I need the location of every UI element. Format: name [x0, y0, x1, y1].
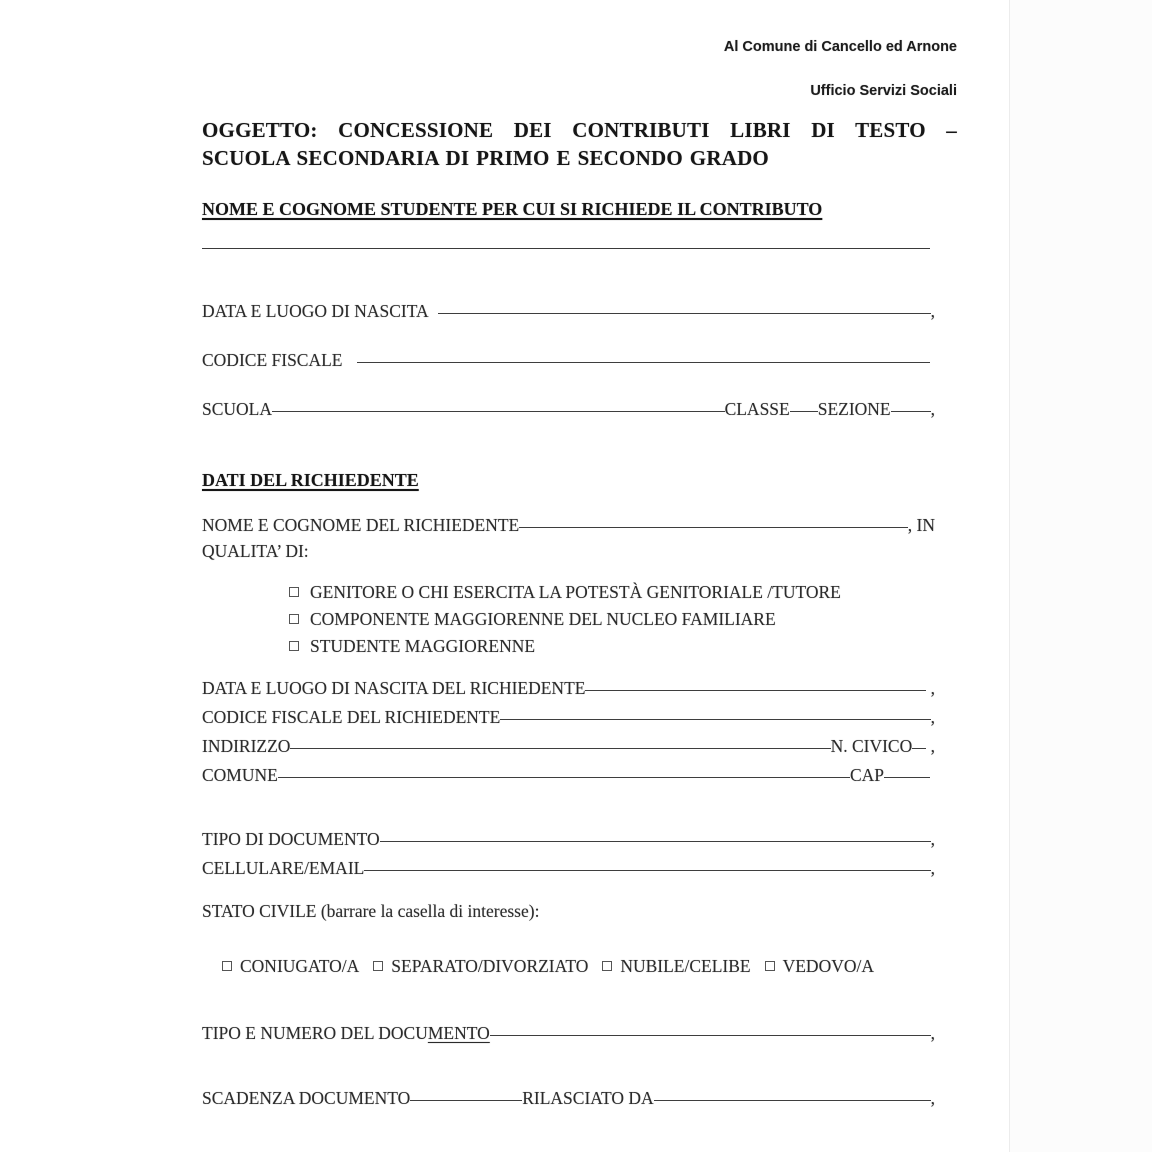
viewer-right-margin [1009, 0, 1152, 1152]
student-birth-label: DATA E LUOGO DI NASCITA [202, 301, 429, 321]
class-label: CLASSE [724, 399, 790, 419]
applicant-fiscal-label: CODICE FISCALE DEL RICHIEDENTE [202, 707, 501, 727]
doc-expiry-field [202, 1087, 935, 1109]
address-label: INDIRIZZO [202, 736, 291, 756]
role-option-label: COMPONENTE MAGGIORENNE DEL NUCLEO FAMILIARE [310, 609, 776, 629]
student-birth-field [202, 300, 935, 322]
applicant-fiscal-field [202, 706, 935, 728]
marital-option-vedovo [765, 955, 874, 977]
qualita-line [202, 540, 935, 562]
marital-option-label: VEDOVO/A [782, 956, 874, 976]
doc-type-label: TIPO DI DOCUMENTO [202, 829, 380, 849]
doc-type-field [202, 828, 935, 850]
issued-by-label: RILASCIATO DA [522, 1088, 654, 1108]
checkbox-icon [222, 961, 232, 971]
role-option-studente [289, 635, 535, 657]
applicant-section-heading: DATI DEL RICHIEDENTE [202, 470, 419, 490]
applicant-name-field [202, 514, 935, 536]
address-field [202, 735, 935, 757]
checkbox-icon [373, 961, 383, 971]
comma-mark: , [930, 1023, 935, 1043]
role-option-label: GENITORE O CHI ESERCITA LA POTESTÀ GENITORIALE /TUTORE [310, 582, 841, 602]
municipality-label: COMUNE [202, 765, 278, 785]
civic-label: N. CIVICO [830, 736, 913, 756]
contact-label: CELLULARE/EMAIL [202, 858, 365, 878]
checkbox-icon [289, 614, 299, 624]
qualita-label: QUALITA’ DI: [202, 541, 309, 561]
doc-number-field [202, 1022, 935, 1044]
comma-mark: , [926, 678, 935, 698]
marital-option-label: NUBILE/CELIBE [620, 956, 751, 976]
section-label: SEZIONE [817, 399, 891, 419]
marital-option-label: SEPARATO/DIVORZIATO [391, 956, 589, 976]
checkbox-icon [602, 961, 612, 971]
comma-mark: , [930, 707, 935, 727]
checkbox-icon [289, 641, 299, 651]
expiry-label: SCADENZA DOCUMENTO [202, 1088, 411, 1108]
recipient-line: Al Comune di Cancello ed Arnone [723, 39, 957, 55]
student-name-blank-line [202, 248, 930, 249]
doc-number-label-underlined-part: MENTO [427, 1023, 490, 1043]
marital-option-label: CONIUGATO/A [240, 956, 360, 976]
comma-mark: , [930, 829, 935, 849]
comma-mark: , [930, 399, 935, 419]
student-section-heading: NOME E COGNOME STUDENTE PER CUI SI RICHIEDE IL CONTRIBUTO [202, 199, 823, 219]
marital-options-row [222, 955, 888, 977]
marital-option-coniugato [222, 955, 359, 977]
applicant-name-label: NOME E COGNOME DEL RICHIEDENTE [202, 515, 520, 535]
comma-mark: , [930, 1088, 935, 1108]
marital-option-separato [373, 955, 588, 977]
marital-status-heading [202, 900, 930, 922]
checkbox-icon [765, 961, 775, 971]
marital-option-nubile [602, 955, 750, 977]
municipality-field [202, 764, 930, 786]
role-option-genitore [289, 581, 841, 603]
in-qualita-suffix: , IN [907, 515, 935, 535]
office-line: Ufficio Servizi Sociali [810, 83, 957, 99]
doc-number-label: TIPO E NUMERO DEL DOCU [202, 1023, 428, 1043]
subject-title: OGGETTO: CONCESSIONE DEI CONTRIBUTI LIBRI DI TESTO – SCUOLA SECONDARIA DI PRIMO E SECONDO GRADO [202, 118, 957, 170]
marital-status-label: STATO CIVILE (barrare la casella di interesse): [202, 901, 540, 921]
applicant-birth-field [202, 677, 935, 699]
student-fiscal-label: CODICE FISCALE [202, 350, 343, 370]
cap-label: CAP [849, 765, 884, 785]
applicant-birth-label: DATA E LUOGO DI NASCITA DEL RICHIEDENTE [202, 678, 586, 698]
school-label: SCUOLA [202, 399, 273, 419]
comma-mark: , [930, 301, 935, 321]
checkbox-icon [289, 587, 299, 597]
comma-mark: , [926, 736, 935, 756]
student-fiscal-field [202, 349, 930, 371]
school-field [202, 398, 935, 420]
role-option-componente [289, 608, 776, 630]
contact-field [202, 857, 935, 879]
comma-mark: , [930, 858, 935, 878]
role-option-label: STUDENTE MAGGIORENNE [310, 636, 536, 656]
